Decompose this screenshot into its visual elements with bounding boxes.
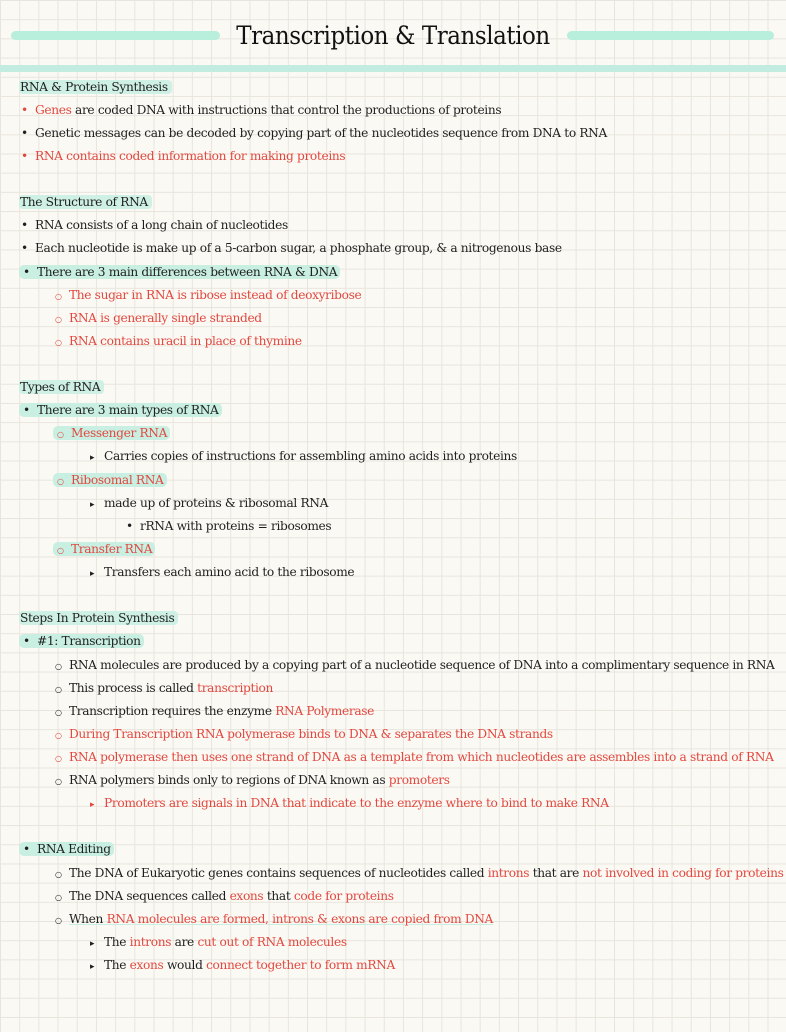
list-item: ○ Transcription requires the enzyme RNA Polymerase: [55, 704, 375, 718]
list-item: • There are 3 main differences between RNA & DNA: [19, 261, 340, 283]
list-item: ○ RNA polymerase then uses one strand of DNA as a template from which nucleotides are assembles into a strand of RNA: [55, 750, 774, 764]
list-item: • #1: Transcription: [19, 630, 144, 652]
section-heading: Steps In Protein Synthesis: [19, 607, 178, 629]
list-item: ▸ Transfers each amino acid to the ribosome: [90, 565, 355, 579]
list-item: ○ When RNA molecules are formed, introns & exons are copied from DNA: [55, 912, 494, 926]
list-item: ○ The DNA sequences called exons that code for proteins: [55, 889, 394, 903]
list-item: ▸ Carries copies of instructions for assembling amino acids into proteins: [90, 449, 517, 463]
list-item: ▸ Promoters are signals in DNA that indicate to the enzyme where to bind to make RNA: [90, 796, 609, 810]
list-item: ○ The sugar in RNA is ribose instead of deoxyribose: [55, 288, 362, 302]
list-item: ○ This process is called transcription: [55, 681, 274, 695]
list-item: ○ RNA molecules are produced by a copying part of a nucleotide sequence of DNA into a complimentary sequence in RNA: [55, 658, 775, 672]
list-item: • There are 3 main types of RNA: [19, 399, 222, 421]
list-item: ○ Ribosomal RNA: [53, 469, 167, 491]
list-item: • Each nucleotide is make up of a 5-carbon sugar, a phosphate group, & a nitrogenous base: [21, 241, 562, 255]
title-decoration-right: [567, 31, 774, 40]
list-item: ▸ The exons would connect together to form mRNA: [90, 958, 395, 972]
list-item: ○ During Transcription RNA polymerase binds to DNA & separates the DNA strands: [55, 727, 553, 741]
list-item: • rRNA with proteins = ribosomes: [126, 519, 332, 533]
list-item: • Genes are coded DNA with instructions that control the productions of proteins: [21, 103, 502, 117]
list-item: • RNA contains coded information for making proteins: [21, 149, 346, 163]
list-item: • Genetic messages can be decoded by copying part of the nucleotides sequence from DNA to RNA: [21, 126, 607, 140]
list-item: ○ Transfer RNA: [53, 538, 155, 560]
list-item: • RNA consists of a long chain of nucleotides: [21, 218, 288, 232]
title-bar: [0, 22, 786, 52]
list-item: ○ The DNA of Eukaryotic genes contains sequences of nucleotides called introns that are not involved in coding for proteins: [55, 866, 784, 880]
list-item: ▸ The introns are cut out of RNA molecules: [90, 935, 347, 949]
list-item: ○ RNA contains uracil in place of thymine: [55, 334, 302, 348]
list-item: ▸ made up of proteins & ribosomal RNA: [90, 496, 329, 510]
section-heading: Types of RNA: [19, 376, 104, 398]
list-item: ○ RNA polymers binds only to regions of DNA known as promoters: [55, 773, 450, 787]
title-divider: [0, 65, 786, 72]
list-item: ○ Messenger RNA: [53, 422, 170, 444]
page-title: Transcription & Translation: [236, 21, 550, 50]
section-heading: The Structure of RNA: [19, 191, 152, 213]
list-item: • RNA Editing: [19, 838, 114, 860]
list-item: ○ RNA is generally single stranded: [55, 311, 262, 325]
section-heading: RNA & Protein Synthesis: [19, 76, 172, 98]
